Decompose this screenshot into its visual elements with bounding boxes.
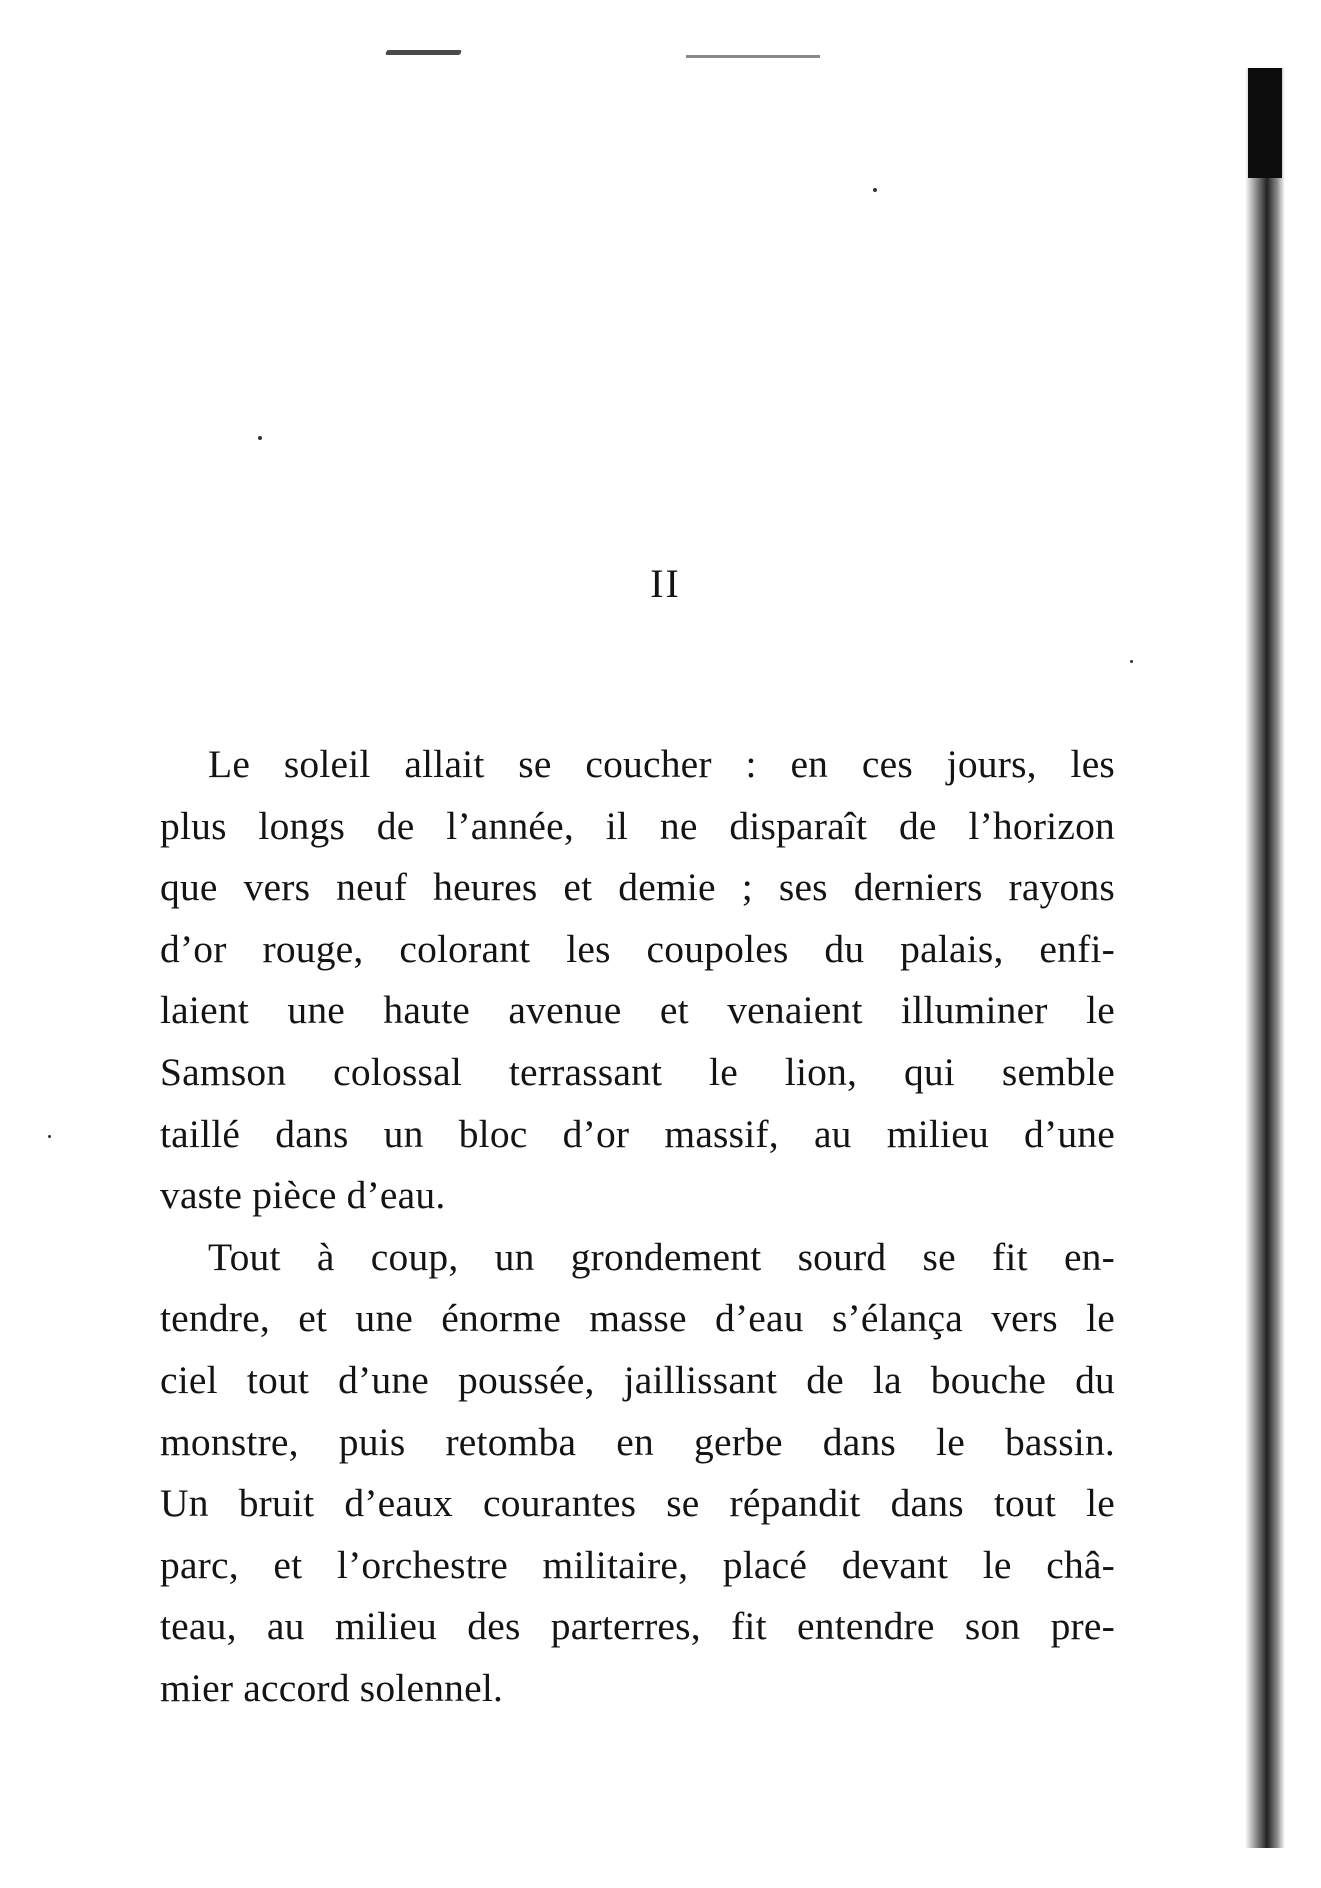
text-line: parc, et l’orchestre militaire, placé devant le châ- — [160, 1542, 1115, 1587]
page-binding-edge-dark — [1248, 68, 1282, 178]
text-line: vaste pièce d’eau. — [160, 1173, 446, 1218]
text-line: plus longs de l’année, il ne disparaît de l’horizon — [160, 803, 1115, 848]
text-line: Le soleil allait se coucher : en ces jours, les — [208, 742, 1115, 786]
scan-speck — [258, 436, 262, 440]
chapter-number: II — [650, 561, 681, 606]
scan-speck — [48, 1135, 51, 1138]
scan-artifact-top-right — [686, 55, 820, 58]
text-line: taillé dans un bloc d’or massif, au milieu d’une — [160, 1111, 1115, 1156]
text-line: tendre, et une énorme masse d’eau s’élança vers le — [160, 1296, 1115, 1341]
paragraph-2 — [160, 1227, 1115, 1720]
text-line: laient une haute avenue et venaient illuminer le — [160, 988, 1115, 1033]
text-line: Samson colossal terrassant le lion, qui semble — [160, 1049, 1115, 1094]
scan-speck — [873, 188, 877, 192]
page-binding-edge — [1245, 68, 1285, 1848]
text-line: teau, au milieu des parterres, fit entendre son pre- — [160, 1604, 1115, 1649]
text-line: Tout à coup, un grondement sourd se fit en- — [208, 1234, 1115, 1279]
scan-artifact-top-left — [385, 50, 462, 55]
scan-speck — [1130, 660, 1133, 663]
text-line: Un bruit d’eaux courantes se répandit dans tout le — [160, 1481, 1115, 1526]
text-line: ciel tout d’une poussée, jaillissant de la bouche du — [160, 1357, 1115, 1402]
text-line: que vers neuf heures et demie ; ses derniers rayons — [160, 865, 1115, 910]
text-line: mier accord solennel. — [160, 1665, 504, 1710]
text-line: monstre, puis retomba en gerbe dans le bassin. — [160, 1419, 1115, 1464]
body-text — [160, 734, 1115, 1720]
text-line: d’or rouge, colorant les coupoles du palais, enfi- — [160, 926, 1115, 971]
paragraph-1 — [160, 734, 1115, 1227]
